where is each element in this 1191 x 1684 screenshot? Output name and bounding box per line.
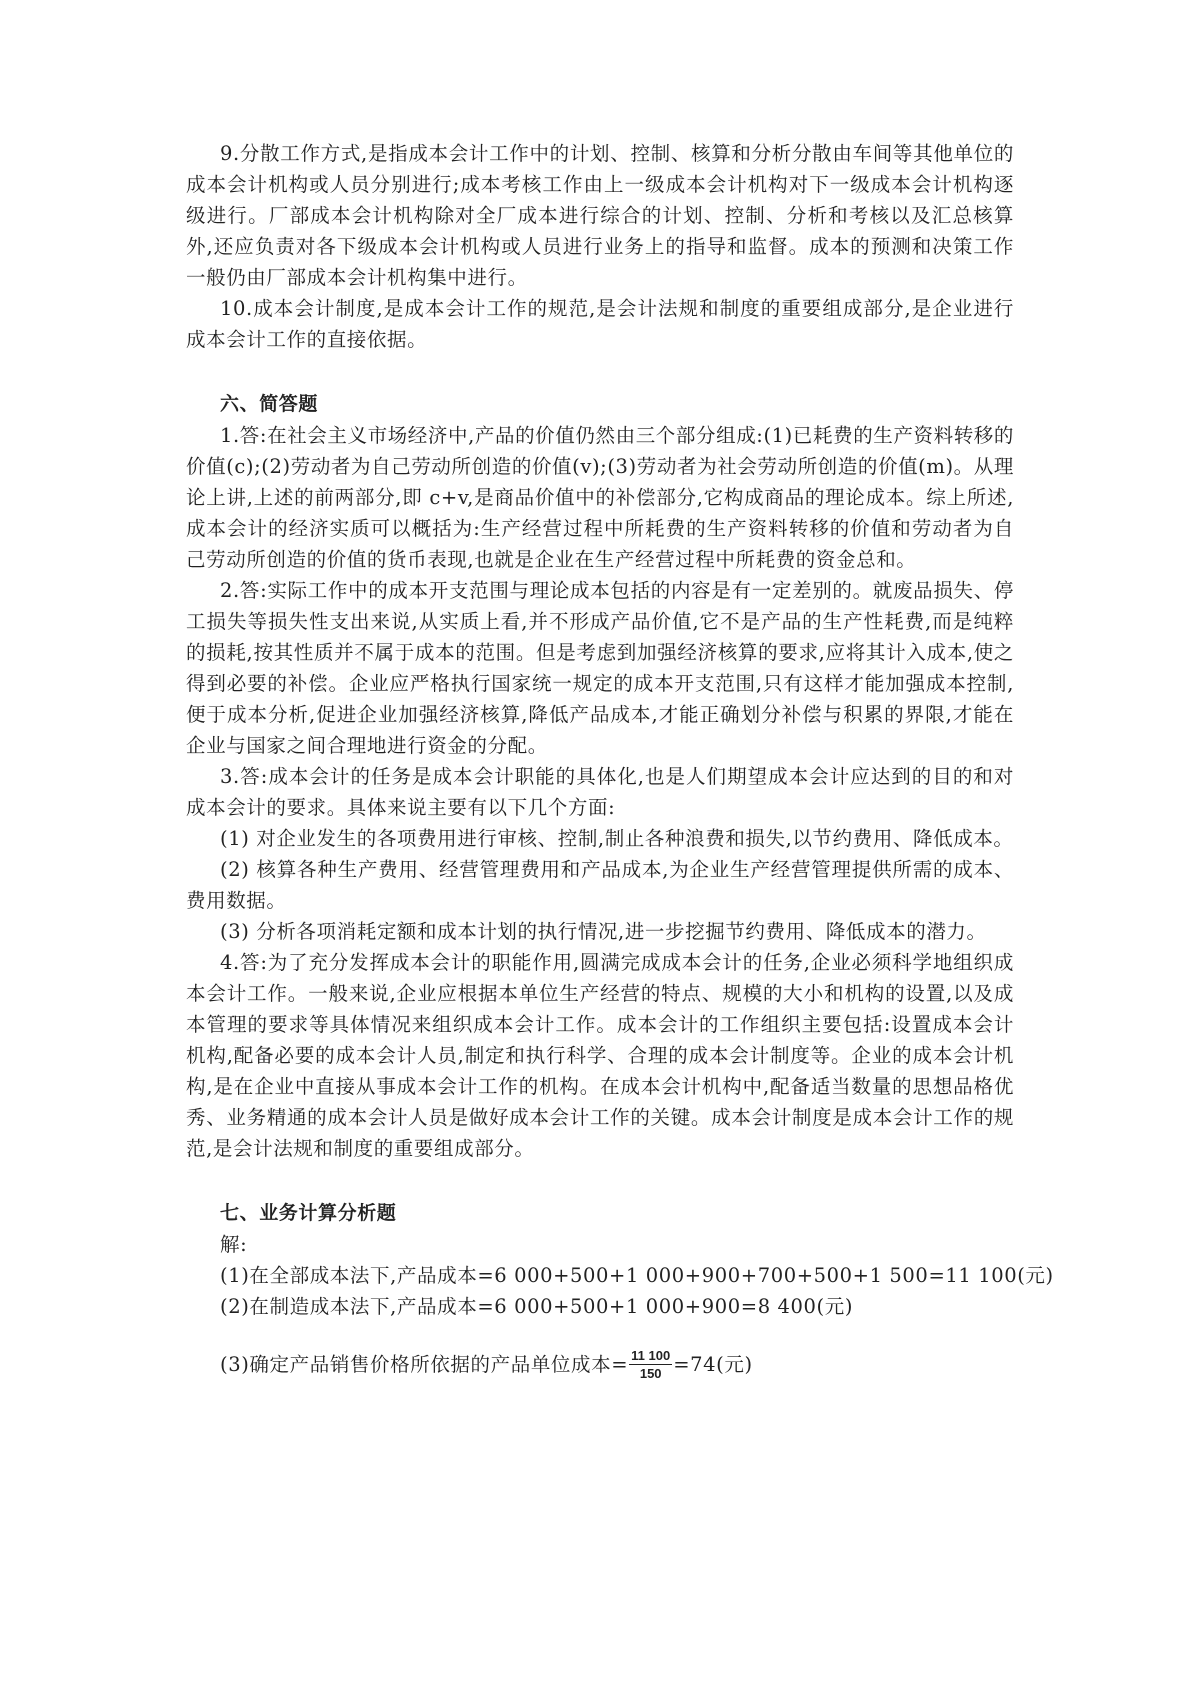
- solution-line-3-prefix: (3)确定产品销售价格所依据的产品单位成本=: [220, 1353, 629, 1376]
- document-page: [186, 138, 1054, 1381]
- fraction: [629, 1348, 672, 1381]
- section-heading-short-answer: 六、简答题: [220, 393, 319, 415]
- solution-line-3-suffix: =74(元): [673, 1353, 753, 1376]
- solution-line-1: (1)在全部成本法下,产品成本=6 000+500+1 000+900+700+500+1 500=11 100(元): [220, 1264, 1054, 1287]
- fraction-numerator: 11 100: [631, 1348, 671, 1363]
- answer-3-item-3: (3) 分析各项消耗定额和成本计划的执行情况,进一步挖掘节约费用、降低成本的潜力。: [220, 920, 987, 943]
- section-heading-calculation: 七、业务计算分析题: [220, 1202, 397, 1224]
- paragraph-10: 10.成本会计制度,是成本会计工作的规范,是会计法规和制度的重要组成部分,是企业进行成本会计工作的直接依据。: [186, 297, 1014, 351]
- answer-3-item-1: (1) 对企业发生的各项费用进行审核、控制,制止各种浪费和损失,以节约费用、降低成本。: [220, 827, 1014, 850]
- paragraph-9: 9.分散工作方式,是指成本会计工作中的计划、控制、核算和分析分散由车间等其他单位的成本会计机构或人员分别进行;成本考核工作由上一级成本会计机构对下一级成本会计机构逐级进行。厂部成本会计机构除对全厂成本进行综合的计划、控制、分析和考核以及汇总核算外,还应负责对各下级成本会计机构或人员进行业务上的指导和监督。成本的预测和决策工作一般仍由厂部成本会计机构集中进行。: [186, 142, 1014, 289]
- answer-2: 2.答:实际工作中的成本开支范围与理论成本包括的内容是有一定差别的。就废品损失、停工损失等损失性支出来说,从实质上看,并不形成产品价值,它不是产品的生产性耗费,而是纯粹的损耗,按其性质并不属于成本的范围。但是考虑到加强经济核算的要求,应将其计入成本,使之得到必要的补偿。企业应严格执行国家统一规定的成本开支范围,只有这样才能加强成本控制,便于成本分析,促进企业加强经济核算,降低产品成本,才能正确划分补偿与积累的界限,才能在企业与国家之间合理地进行资金的分配。: [186, 579, 1014, 757]
- answer-4: 4.答:为了充分发挥成本会计的职能作用,圆满完成成本会计的任务,企业必须科学地组织成本会计工作。一般来说,企业应根据本单位生产经营的特点、规模的大小和机构的设置,以及成本管理的要求等具体情况来组织成本会计工作。成本会计的工作组织主要包括:设置成本会计机构,配备必要的成本会计人员,制定和执行科学、合理的成本会计制度等。企业的成本会计机构,是在企业中直接从事成本会计工作的机构。在成本会计机构中,配备适当数量的思想品格优秀、业务精通的成本会计人员是做好成本会计工作的关键。成本会计制度是成本会计工作的规范,是会计法规和制度的重要组成部分。: [186, 951, 1014, 1160]
- answer-3-item-2: (2) 核算各种生产费用、经营管理费用和产品成本,为企业生产经营管理提供所需的成本、费用数据。: [186, 858, 1014, 912]
- solution-line-2: (2)在制造成本法下,产品成本=6 000+500+1 000+900=8 400(元): [220, 1295, 854, 1318]
- answer-3: 3.答:成本会计的任务是成本会计职能的具体化,也是人们期望成本会计应达到的目的和对成本会计的要求。具体来说主要有以下几个方面:: [186, 765, 1014, 819]
- fraction-denominator: 150: [639, 1366, 662, 1381]
- spacer: [186, 1164, 1014, 1198]
- solution-line-3: [186, 1348, 1014, 1381]
- solution-label: 解:: [220, 1233, 248, 1256]
- answer-1: 1.答:在社会主义市场经济中,产品的价值仍然由三个部分组成:(1)已耗费的生产资料转移的价值(c);(2)劳动者为自己劳动所创造的价值(v);(3)劳动者为社会劳动所创造的价值(m)。从理论上讲,上述的前两部分,即 c+v,是商品价值中的补偿部分,它构成商品的理论成本。综上所述,成本会计的经济实质可以概括为:生产经营过程中所耗费的生产资料转移的价值和劳动者为自己劳动所创造的价值的货币表现,也就是企业在生产经营过程中所耗费的资金总和。: [186, 424, 1014, 571]
- spacer: [186, 355, 1014, 389]
